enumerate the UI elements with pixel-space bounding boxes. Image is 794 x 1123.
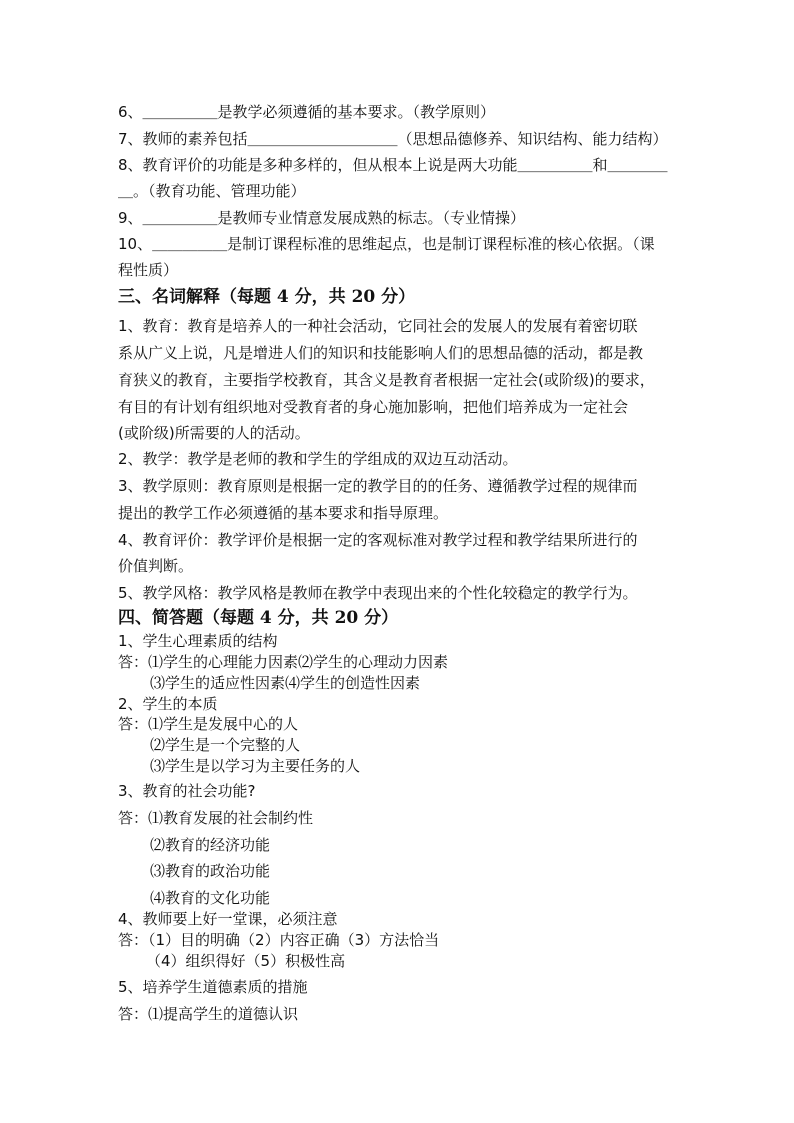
q5-title: 5、培养学生道德素质的措施 [118, 978, 308, 996]
term-education-line-1: 1、教育：教育是培养人的一种社会活动，它同社会的发展人的发展有着密切联 [118, 317, 638, 335]
q4-title: 4、教师要上好一堂课，必须注意 [118, 910, 338, 928]
q4-answer-line-1: 答：（1）目的明确（2）内容正确（3）方法恰当 [118, 931, 440, 949]
question-6: 6、＿＿＿＿＿是教学必须遵循的基本要求。（教学原则） [118, 103, 496, 121]
term-education-line-2: 系从广义上说，凡是增进人们的知识和技能影响人们的思想品德的活动，都是教 [118, 344, 644, 362]
q1-answer-line-2: ⑶学生的适应性因素⑷学生的创造性因素 [150, 674, 421, 692]
term-teaching-style: 5、教学风格：教学风格是教师在教学中表现出来的个性化较稳定的教学行为。 [118, 584, 638, 602]
q5-answer-line-1: 答：⑴提高学生的道德认识 [118, 1005, 299, 1023]
q2-answer-line-3: ⑶学生是以学习为主要任务的人 [150, 757, 361, 775]
q3-answer-line-4: ⑷教育的文化功能 [150, 889, 271, 907]
term-evaluation-line-1: 4、教育评价：教学评价是根据一定的客观标准对教学过程和教学结果所进行的 [118, 531, 638, 549]
term-education-line-3: 育狭义的教育，主要指学校教育，其含义是教育者根据一定社会(或阶级)的要求， [118, 371, 655, 389]
q2-answer-line-2: ⑵学生是一个完整的人 [150, 736, 301, 754]
term-education-line-5: (或阶级)所需要的人的活动。 [118, 424, 310, 442]
q4-answer-line-2: （4）组织得好（5）积极性高 [146, 952, 346, 970]
q2-answer-line-1: 答：⑴学生是发展中心的人 [118, 715, 299, 733]
term-teaching-principle-line-1: 3、教学原则：教育原则是根据一定的教学目的的任务、遵循教学过程的规律而 [118, 477, 638, 495]
question-8-line-2: ＿。（教育功能、管理功能） [118, 182, 306, 200]
term-teaching-principle-line-2: 提出的教学工作必须遵循的基本要求和指导原理。 [118, 504, 449, 522]
question-10-line-2: 程性质） [118, 261, 179, 279]
section-3-heading: 三、名词解释（每题 4 分，共 20 分） [118, 287, 416, 307]
question-7: 7、教师的素养包括＿＿＿＿＿＿＿＿＿＿（思想品德修养、知识结构、能力结构） [118, 130, 668, 148]
section-4-heading: 四、简答题（每题 4 分，共 20 分） [118, 608, 399, 628]
q3-answer-line-1: 答：⑴教育发展的社会制约性 [118, 809, 314, 827]
term-teaching: 2、教学：教学是老师的教和学生的学组成的双边互动活动。 [118, 450, 518, 468]
q1-answer-line-1: 答：⑴学生的心理能力因素⑵学生的心理动力因素 [118, 653, 449, 671]
q3-answer-line-3: ⑶教育的政治功能 [150, 862, 271, 880]
question-9: 9、＿＿＿＿＿是教师专业情意发展成熟的标志。（专业情操） [118, 209, 526, 227]
question-8-line-1: 8、教育评价的功能是多种多样的，但从根本上说是两大功能＿＿＿＿＿和＿＿＿＿ [118, 156, 668, 174]
q3-title: 3、教育的社会功能? [118, 782, 256, 800]
q2-title: 2、学生的本质 [118, 695, 218, 713]
term-education-line-4: 有目的有计划有组织地对受教育者的身心施加影响，把他们培养成为一定社会 [118, 398, 629, 416]
q3-answer-line-2: ⑵教育的经济功能 [150, 836, 271, 854]
q1-title: 1、学生心理素质的结构 [118, 632, 278, 650]
question-10-line-1: 10、＿＿＿＿＿是制订课程标准的思维起点，也是制订课程标准的核心依据。（课 [118, 235, 655, 253]
term-evaluation-line-2: 价值判断。 [118, 557, 194, 575]
